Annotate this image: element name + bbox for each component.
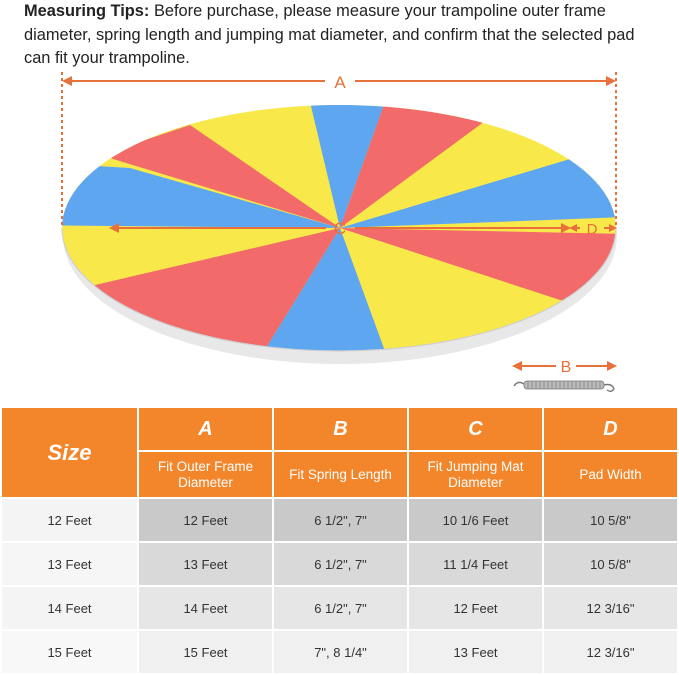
jumping-mat-cell: 13 Feet — [408, 630, 543, 674]
column-c-letter: C — [408, 407, 543, 451]
label-b: B — [560, 359, 572, 376]
pad-width-cell: 10 5/8" — [543, 542, 678, 586]
spring-length-cell: 6 1/2", 7" — [273, 498, 408, 542]
pad-width-cell: 12 3/16" — [543, 630, 678, 674]
size-header: Size — [1, 407, 138, 498]
tips-text: Before purchase, please measure your trampoline outer frame diameter, spring length and jumping mat diameter, and confirm that the selected pad can fit your trampoline. — [24, 2, 635, 67]
size-cell: 14 Feet — [1, 586, 138, 630]
column-c-label: Fit Jumping Mat Diameter — [408, 451, 543, 498]
size-chart-table — [0, 406, 679, 675]
column-a-label: Fit Outer Frame Diameter — [138, 451, 273, 498]
label-a: A — [334, 73, 346, 92]
column-d-letter: D — [543, 407, 678, 451]
column-d-label: Pad Width — [543, 451, 678, 498]
spring-length-cell: 6 1/2", 7" — [273, 586, 408, 630]
outer-frame-cell: 13 Feet — [138, 542, 273, 586]
column-b-label: Fit Spring Length — [273, 451, 408, 498]
pad-width-cell: 12 3/16" — [543, 586, 678, 630]
column-a-letter: A — [138, 407, 273, 451]
size-cell: 12 Feet — [1, 498, 138, 542]
column-b-letter: B — [273, 407, 408, 451]
outer-frame-cell: 14 Feet — [138, 586, 273, 630]
spring-icon — [514, 381, 614, 391]
table-row — [1, 542, 678, 586]
spring-length-cell: 7", 8 1/4" — [273, 630, 408, 674]
table-row — [1, 586, 678, 630]
label-c: C — [333, 219, 347, 238]
outer-frame-cell: 12 Feet — [138, 498, 273, 542]
outer-frame-cell: 15 Feet — [138, 630, 273, 674]
jumping-mat-cell: 12 Feet — [408, 586, 543, 630]
table-row — [1, 630, 678, 674]
tips-heading: Measuring Tips: — [24, 2, 150, 20]
label-d: D — [586, 221, 598, 238]
spring-length-cell: 6 1/2", 7" — [273, 542, 408, 586]
jumping-mat-cell: 11 1/4 Feet — [408, 542, 543, 586]
trampoline-pad-diagram — [0, 60, 679, 406]
jumping-mat-cell: 10 1/6 Feet — [408, 498, 543, 542]
size-cell: 15 Feet — [1, 630, 138, 674]
table-row — [1, 498, 678, 542]
size-cell: 13 Feet — [1, 542, 138, 586]
pad-width-cell: 10 5/8" — [543, 498, 678, 542]
